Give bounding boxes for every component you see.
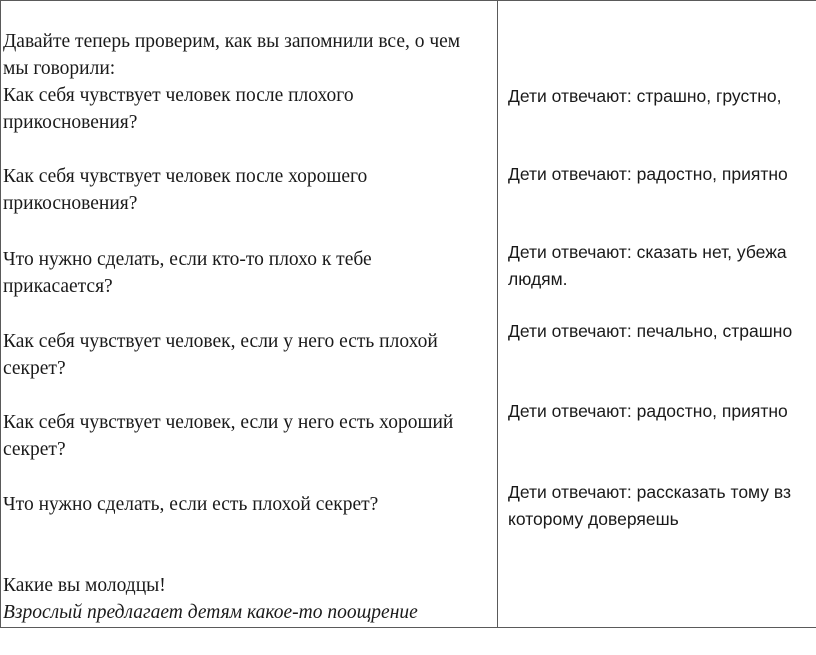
answer-2-line-1: Дети отвечают: радостно, приятно [508, 164, 788, 184]
table-bottom-border [0, 627, 816, 628]
question-1-line-1: Как себя чувствует человек после плохого [3, 85, 354, 106]
answer-1-line-1: Дети отвечают: страшно, грустно, [508, 86, 782, 106]
question-6-line-1: Что нужно сделать, если есть плохой секрет? [3, 494, 379, 515]
answer-5-line-1: Дети отвечают: радостно, приятно [508, 401, 788, 421]
question-4-line-2: секрет? [3, 358, 66, 379]
question-4-line-1: Как себя чувствует человек, если у него есть плохой [3, 331, 438, 352]
column-divider [497, 0, 498, 628]
closing-italic-text: Взрослый предлагает детям какое-то поощрение [3, 602, 418, 623]
question-1-line-2: прикосновения? [3, 112, 138, 133]
question-2-line-2: прикосновения? [3, 193, 138, 214]
answer-3-line-2: людям. [508, 269, 568, 289]
answer-3-line-1: Дети отвечают: сказать нет, убежа [508, 242, 787, 262]
question-3-line-1: Что нужно сделать, если кто-то плохо к тебе [3, 249, 372, 270]
intro-line-2: мы говорили: [3, 58, 116, 79]
table-top-border [0, 0, 816, 1]
closing-text: Какие вы молодцы! [3, 575, 166, 596]
answer-6-line-1: Дети отвечают: рассказать тому вз [508, 482, 792, 502]
answer-4-line-1: Дети отвечают: печально, страшно [508, 321, 793, 341]
question-5-line-1: Как себя чувствует человек, если у него есть хороший [3, 412, 454, 433]
table-left-border [0, 0, 1, 628]
answer-6-line-2: которому доверяешь [508, 509, 679, 529]
question-2-line-1: Как себя чувствует человек после хорошего [3, 166, 368, 187]
question-3-line-2: прикасается? [3, 276, 113, 297]
question-5-line-2: секрет? [3, 439, 66, 460]
intro-line-1: Давайте теперь проверим, как вы запомнили все, о чем [3, 31, 461, 52]
